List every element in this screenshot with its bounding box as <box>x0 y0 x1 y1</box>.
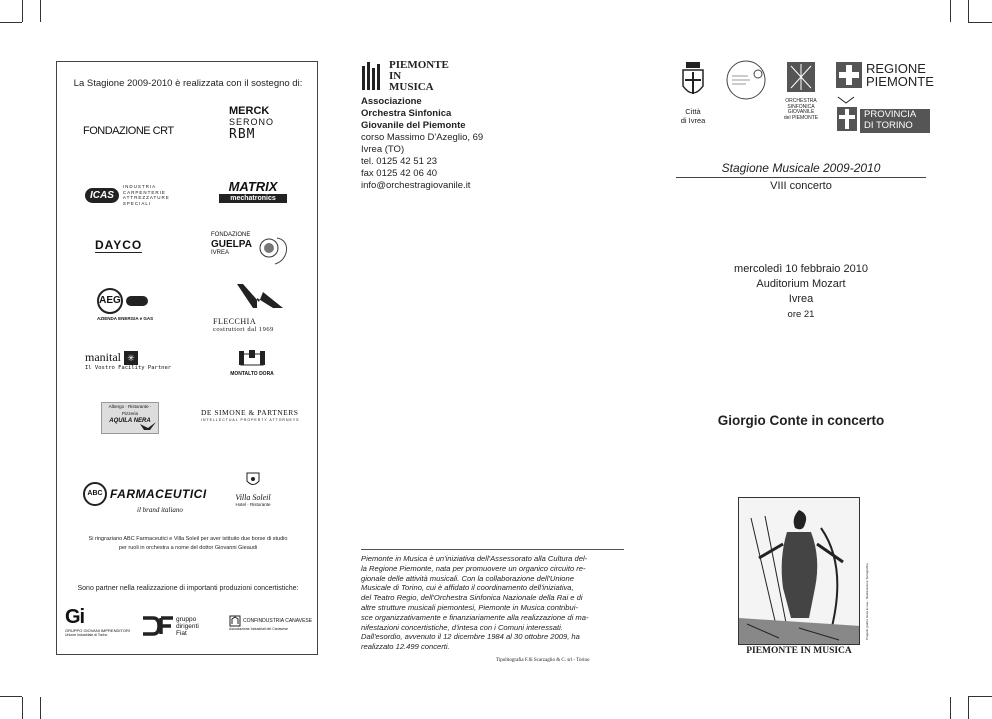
ggi-text: GRUPPO GIOVANI IMPRENDITORI <box>65 628 130 633</box>
serono-text: SERONO <box>229 117 275 127</box>
confindustria-emblem-icon <box>229 615 241 627</box>
orchestra-tree-icon <box>783 60 819 94</box>
castle-icon <box>237 350 267 366</box>
flecchia-sub: costruttori dal 1969 <box>213 326 274 333</box>
abc-mark: ABC <box>83 482 107 506</box>
confindustria-canavese-logo <box>229 615 315 632</box>
farmaceutici-logo <box>83 482 213 515</box>
provincia-crest-icon <box>836 95 858 133</box>
aeg-bar-icon <box>126 296 148 306</box>
merck-text: MERCK <box>229 105 270 117</box>
guelpa-emblem-icon <box>251 232 295 268</box>
sponsors-intro: La Stagione 2009-2010 è realizzata con il sostegno di: <box>73 78 303 89</box>
brand-line-1: PIEMONTE <box>389 59 449 71</box>
partners-intro: Sono partner nella realizzazione di importanti produzioni concertistiche: <box>77 585 299 592</box>
matrix-tagline: mechatronics <box>219 194 287 203</box>
thanks-line-1: Si ringraziano ABC Farmaceutici e Villa Soleil per aver istituito due borse di studio <box>88 536 288 542</box>
about-line: Dall'esordio, avvenuto il 12 dicembre 1984 al 30 ottobre 2009, ha <box>361 632 580 642</box>
crop-mark <box>950 0 951 22</box>
concert-illustration <box>738 497 860 645</box>
crop-mark <box>968 697 969 719</box>
fiat-line-1: gruppo <box>176 615 197 623</box>
divider <box>361 549 624 550</box>
season-title: Stagione Musicale 2009-2010 <box>721 161 881 175</box>
villa-soleil-logo <box>233 472 273 508</box>
sponsor-panel <box>56 61 318 655</box>
regione-line-2: PIEMONTE <box>866 74 934 89</box>
flecchia-mark-icon <box>213 284 293 312</box>
brand-line-3: MUSICA <box>389 81 434 93</box>
montalto-text: MONTALTO DORA <box>230 371 274 377</box>
crop-mark <box>968 22 992 23</box>
crop-mark <box>40 697 41 719</box>
icas-tagline: INDUSTRIA CARPENTERIE ATTREZZATURE SPECIALI <box>122 184 170 206</box>
crop-mark <box>968 0 969 22</box>
about-line: Musicale di Torino, cui è affidato il coordinamento dell'iniziativa, <box>361 583 574 593</box>
regione-shield-icon <box>836 62 862 88</box>
flecchia-logo <box>213 284 295 334</box>
farmaceutici-text: FARMACEUTICI <box>110 487 207 501</box>
guelpa-top: FONDAZIONE <box>211 232 251 238</box>
farmaceutici-sub: il brand italiano <box>137 506 183 514</box>
dayco-text: DAYCO <box>95 238 143 252</box>
event-details <box>676 262 926 322</box>
icas-logo <box>85 184 179 206</box>
manital-sub: Il Vostro Facility Partner <box>85 365 172 371</box>
about-line: del Teatro Regio, dell'Orchestra Sinfonica Nazionale della Rai e di <box>361 593 583 603</box>
organizer-address: corso Massimo D'Azeglio, 69 <box>361 132 484 143</box>
desimone-text: DE SIMONE & PARTNERS <box>201 408 299 417</box>
manital-text: manital <box>85 350 121 364</box>
eagle-icon <box>140 420 156 432</box>
printer-credit: Tipolitografia F.lli Scarzaglio & C. srl - Torino <box>496 658 590 663</box>
merck-logo <box>229 106 289 142</box>
thanks-note <box>57 535 319 553</box>
orchestra-line-1: ORCHESTRA <box>785 98 817 104</box>
flecchia-text: FLECCHIA <box>213 317 257 326</box>
fondazione-crt-text: FONDAZIONE CRT <box>83 125 174 137</box>
citta-line-2: di Ivrea <box>680 116 706 125</box>
concert-title: Giorgio Conte in concerto <box>717 413 885 428</box>
villa-text: Villa Soleil <box>235 493 271 502</box>
organizer-fax: fax 0125 42 06 40 <box>361 168 438 179</box>
ggi-mark: Gi <box>65 606 85 628</box>
crop-mark <box>968 696 992 697</box>
fondazione-crt-logo <box>83 125 174 137</box>
citta-line-1: Città <box>685 107 701 116</box>
fiat-line-3: Fiat <box>176 629 187 637</box>
aquila-text: AQUILA NERA <box>109 418 151 424</box>
orchestra-giovanile-logo <box>780 60 822 121</box>
aquila-top: Albergo · Ristorante · Pizzeria <box>108 404 152 416</box>
crop-mark <box>22 697 23 719</box>
about-line: nifestazioni concertistiche, d'intesa con i Comuni interessati. <box>361 622 563 632</box>
villa-sub: Hotel · Ristorante <box>235 502 271 507</box>
event-venue: Auditorium Mozart <box>756 278 846 290</box>
icas-mark: ICAS <box>85 188 119 203</box>
event-date: mercoledì 10 febbraio 2010 <box>734 263 868 275</box>
jubilee-seal-icon <box>722 58 772 102</box>
thanks-line-2: per ruoli in orchestra a nome del dottor Giovanni Gieaudi <box>118 545 258 551</box>
guelpa-sub: IVREA <box>211 250 230 256</box>
crop-mark <box>40 0 41 22</box>
crop-mark <box>0 696 22 697</box>
event-time: ore 21 <box>787 309 815 320</box>
crop-mark <box>0 22 22 23</box>
season-underline <box>676 177 926 178</box>
musician-illustration-icon <box>739 498 860 645</box>
manital-star-icon: ✳ <box>124 351 138 365</box>
about-line: gionale delle attività musicali. Con la collaborazione dell'Unione <box>361 573 574 583</box>
regione-piemonte-logo <box>836 61 934 90</box>
organizer-tel: tel. 0125 42 51 23 <box>361 156 438 167</box>
guelpa-logo <box>211 232 295 268</box>
orchestra-line-3: GIOVANILE <box>787 109 815 115</box>
ggi-logo <box>65 606 135 638</box>
aeg-sub: AZIENDA ENERGIA e GAS <box>97 316 154 321</box>
event-city: Ivrea <box>788 293 814 305</box>
dayco-logo <box>95 238 142 253</box>
organizer-name-2: Orchestra Sinfonica <box>361 108 452 119</box>
desimone-logo <box>201 408 307 423</box>
regione-line-1: REGIONE <box>866 61 926 76</box>
orchestra-line-2: SINFONICA <box>787 103 815 110</box>
about-line: sce organizzativamente e finanziariamente alla realizzazione di ma- <box>361 612 589 622</box>
canavese-sub: Associazione Industriali del Canavese <box>229 627 288 631</box>
rbm-text: RBM <box>229 127 256 142</box>
matrix-text: MATRIX <box>228 179 278 194</box>
crop-mark <box>950 697 951 719</box>
fiat-dirigenti-logo <box>143 615 213 637</box>
villa-crest-icon <box>246 472 260 488</box>
fiat-line-2: dirigenti <box>176 622 199 630</box>
concert-number: VIII concerto <box>770 180 832 192</box>
brand-line-2: IN <box>389 70 402 82</box>
provincia-line-2: DI TORINO <box>864 120 913 131</box>
matrix-logo <box>219 180 287 203</box>
ggi-sub: Unione Industriale di Torino <box>65 633 108 637</box>
provincia-line-1: PROVINCIA <box>864 109 917 120</box>
desimone-sub: INTELLECTUAL PROPERTY ATTORNEYS <box>201 418 300 422</box>
about-paragraph <box>361 554 631 652</box>
about-line: realizzato 12.499 concerti. <box>361 642 450 652</box>
aquila-nera-logo <box>101 402 159 434</box>
ivrea-crest-icon <box>680 62 706 102</box>
about-line: la Regione Piemonte, nata per promuovere un organico circuito re- <box>361 563 586 573</box>
montalto-logo <box>229 350 275 377</box>
gdf-mark-icon <box>143 615 173 637</box>
illustration-caption: PIEMONTE IN MUSICA <box>746 646 852 656</box>
organ-pipes-icon <box>361 62 383 92</box>
citta-ivrea-logo <box>676 62 710 125</box>
organizer-name-1: Associazione <box>361 96 422 107</box>
about-line: Piemonte in Musica è un'iniziativa dell'Assessorato alla Cultura del- <box>361 554 588 563</box>
aeg-logo <box>97 288 167 322</box>
orchestra-line-4: del PIEMONTE <box>783 114 819 121</box>
organizer-contact <box>361 96 483 192</box>
organizer-email[interactable]: info@orchestragiovanile.it <box>361 180 471 191</box>
about-line: altre strutture musicali piemontesi, Piemonte in Musica contribui- <box>361 602 578 612</box>
crop-mark <box>22 0 23 22</box>
image-credit: Progetto grafico Gioia & Lisa - Realizzazione Tentagrafica <box>865 563 869 640</box>
organizer-city: Ivrea (TO) <box>361 144 405 155</box>
guelpa-text: GUELPA <box>211 239 252 250</box>
provincia-torino-logo <box>836 95 930 133</box>
canavese-text: CONFINDUSTRIA CANAVESE <box>243 618 313 624</box>
manital-logo <box>85 350 185 372</box>
organizer-name-3: Giovanile del Piemonte <box>361 120 466 131</box>
aeg-mark: AEG <box>97 288 123 314</box>
